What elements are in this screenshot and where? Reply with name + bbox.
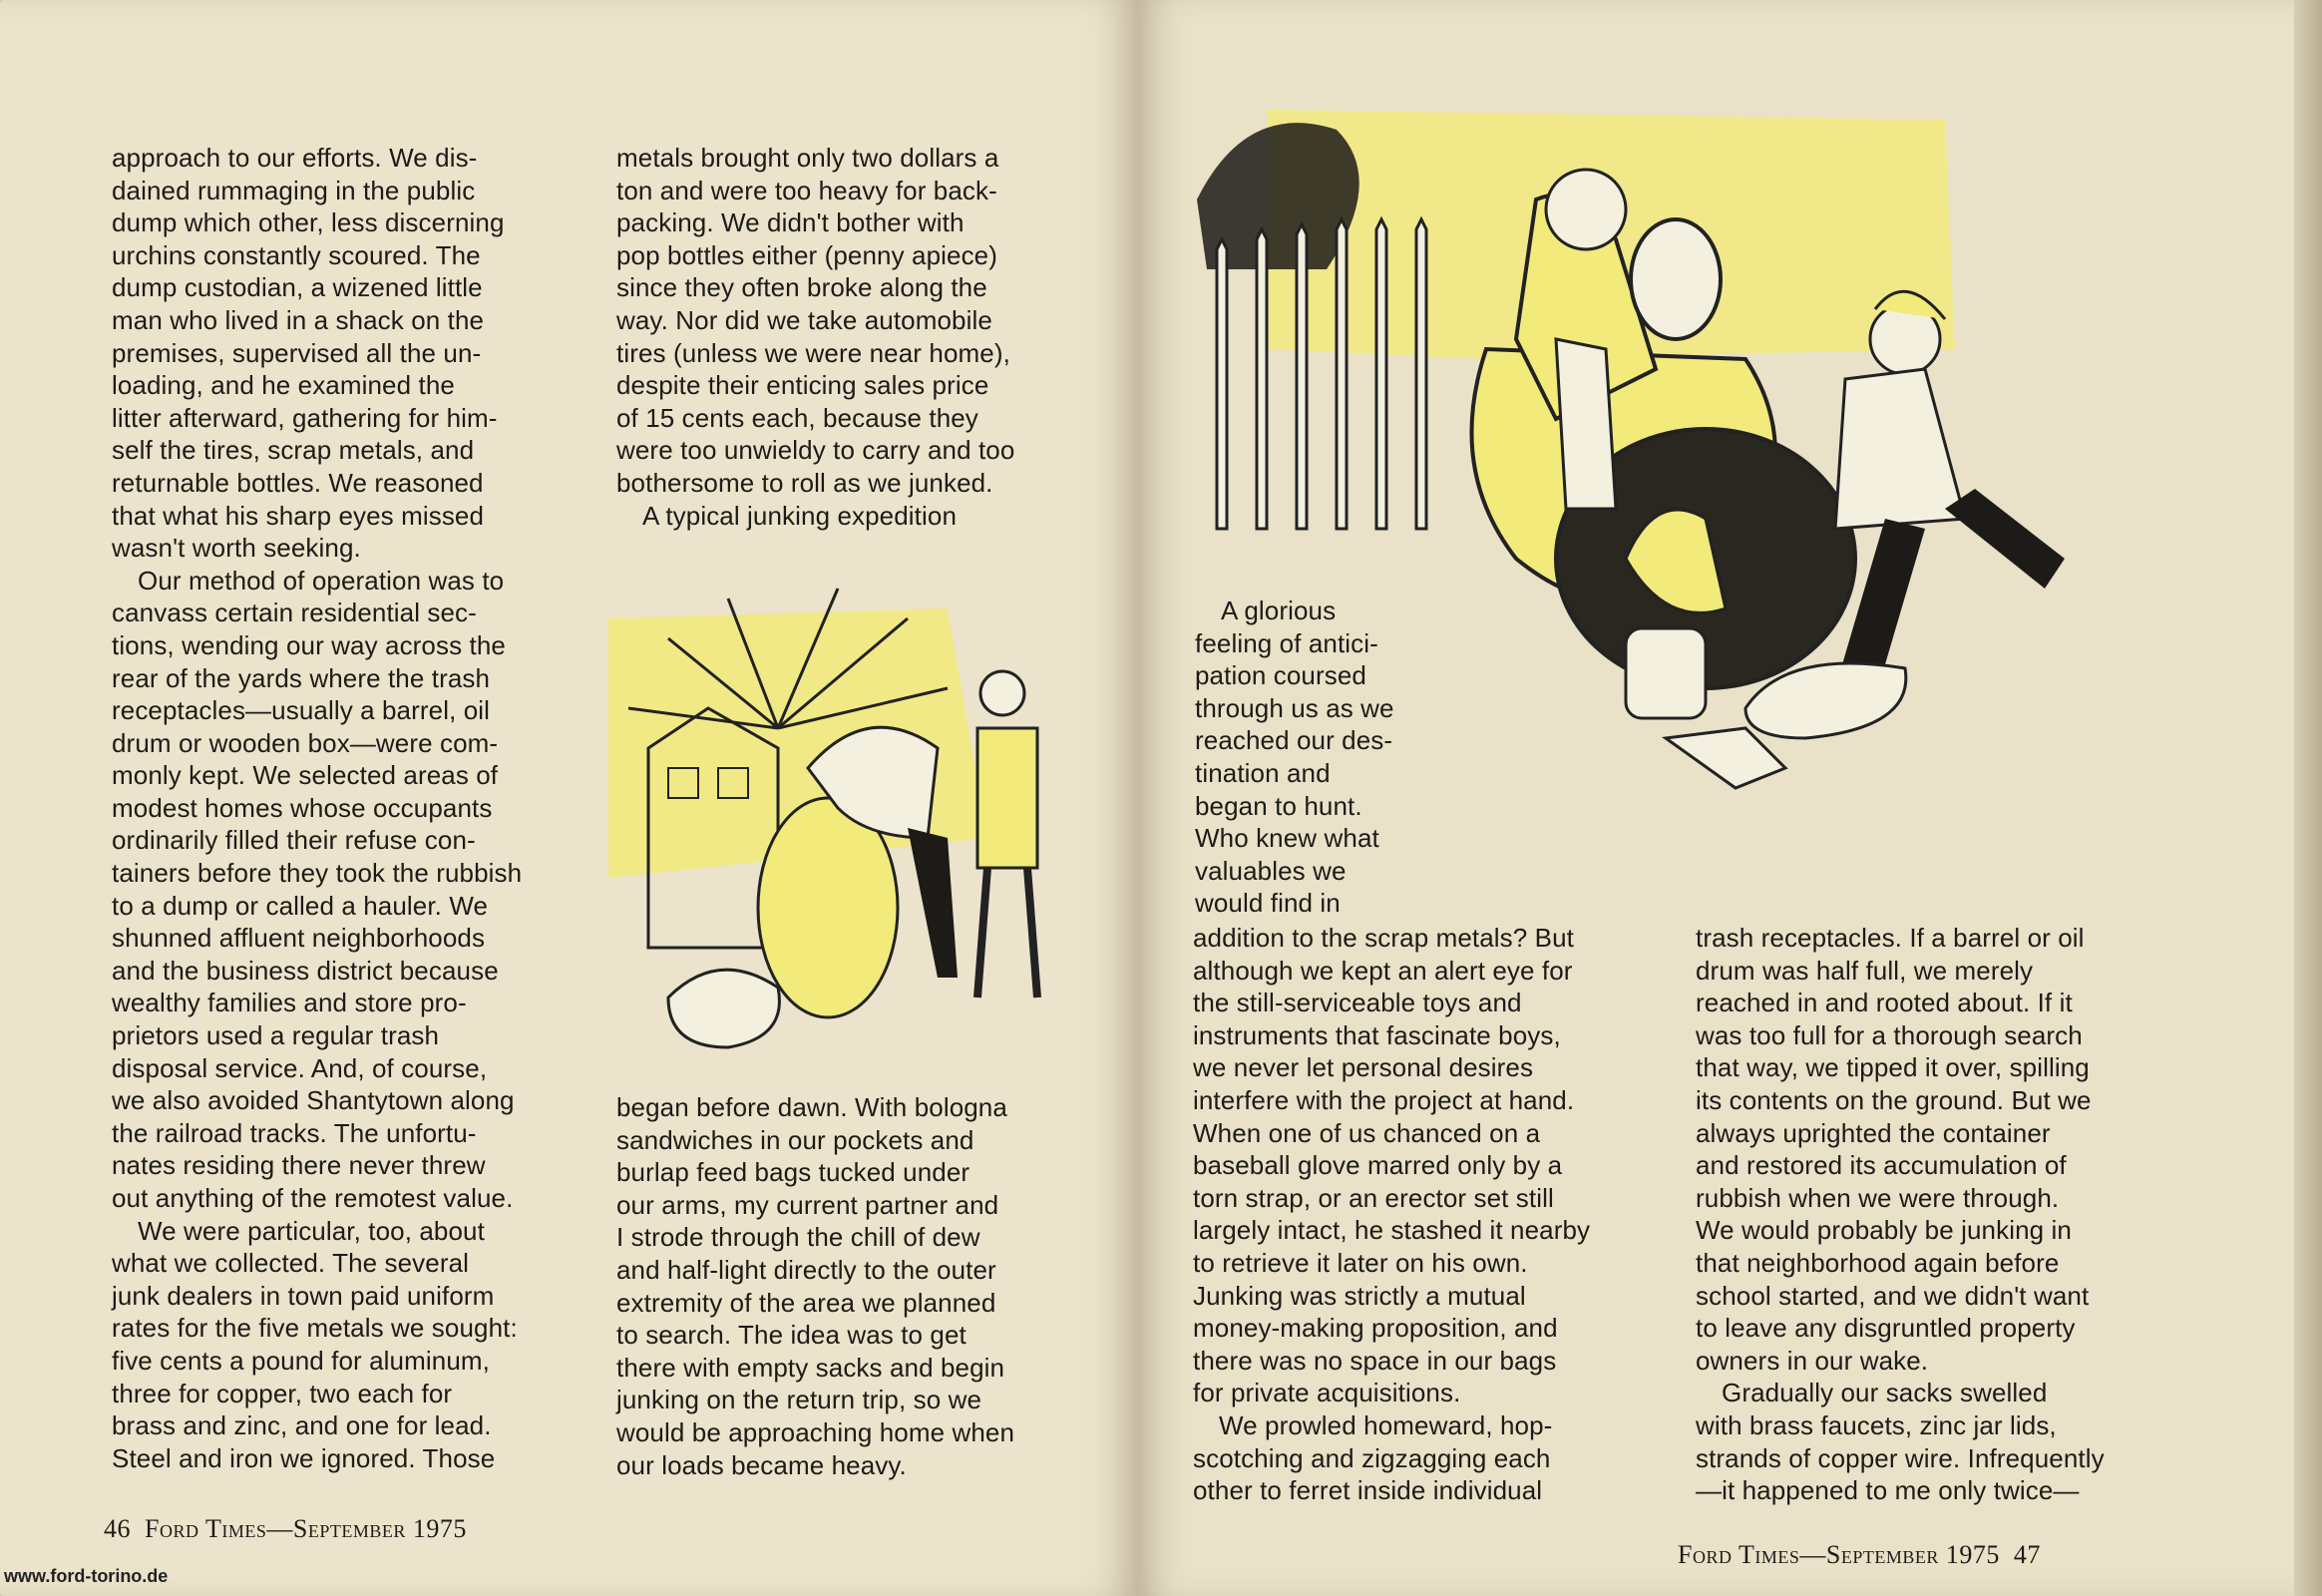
- text-line: to a dump or called a hauler. We: [112, 890, 489, 921]
- text-line: addition to the scrap metals? But: [1193, 923, 1574, 953]
- folio-right: [1678, 1540, 2041, 1570]
- text-line: loading, and he examined the: [112, 370, 455, 401]
- text-line: I strode through the chill of dew: [616, 1222, 980, 1253]
- text-line: were too unwieldy to carry and too: [616, 435, 1015, 466]
- text-line: drum or wooden box—were com-: [112, 727, 499, 758]
- text-line: despite their enticing sales price: [616, 370, 989, 401]
- column-2-top: [616, 142, 1085, 532]
- text-line: and half-light directly to the outer: [616, 1254, 996, 1285]
- text-line: largely intact, he stashed it nearby: [1193, 1215, 1591, 1246]
- text-line: five cents a pound for aluminum,: [112, 1345, 490, 1376]
- text-line: rates for the five metals we sought:: [112, 1313, 518, 1344]
- text-line: Steel and iron we ignored. Those: [112, 1442, 496, 1473]
- text-line: reached in and rooted about. If it: [1696, 988, 2073, 1018]
- text-line: way. Nor did we take automobile: [616, 304, 992, 335]
- text-line: ton and were too heavy for back-: [616, 175, 997, 205]
- text-line: Our method of operation was to: [138, 565, 505, 596]
- text-line: we also avoided Shantytown along: [112, 1085, 515, 1116]
- text-line: prietors used a regular trash: [112, 1020, 440, 1051]
- text-line: our loads became heavy.: [616, 1449, 907, 1480]
- text-line: our arms, my current partner and: [616, 1189, 999, 1220]
- text-line: shunned affluent neighborhoods: [112, 923, 486, 954]
- text-line: what we collected. The several: [112, 1248, 470, 1279]
- text-line: Who knew what: [1195, 823, 1379, 854]
- text-line: wasn't worth seeking.: [112, 533, 361, 564]
- text-line: and restored its accumulation of: [1696, 1150, 2067, 1181]
- column-1: [112, 142, 580, 1474]
- text-line: its contents on the ground. But we: [1696, 1084, 2092, 1115]
- text-line: strands of copper wire. Infrequently: [1696, 1442, 2105, 1473]
- text-line: Gradually our sacks swelled: [1722, 1378, 2048, 1408]
- text-line: premises, supervised all the un-: [112, 337, 482, 368]
- text-line: self the tires, scrap metals, and: [112, 435, 475, 466]
- text-line: that way, we tipped it over, spilling: [1696, 1052, 2090, 1083]
- text-line: rear of the yards where the trash: [112, 662, 491, 693]
- text-line: tires (unless we were near home),: [616, 337, 1010, 368]
- text-line: urchins constantly scoured. The: [112, 239, 481, 270]
- text-line: ordinarily filled their refuse con-: [112, 825, 476, 856]
- text-line: although we kept an alert eye for: [1193, 955, 1573, 986]
- text-line: the railroad tracks. The unfortu-: [112, 1117, 477, 1148]
- watermark: www.ford-torino.de: [4, 1566, 169, 1586]
- text-line: junk dealers in town paid uniform: [112, 1280, 495, 1311]
- text-line: dained rummaging in the public: [112, 175, 476, 205]
- text-line: pop bottles either (penny apiece): [616, 239, 997, 270]
- magazine-title: Ford Times—September 1975: [145, 1514, 467, 1543]
- text-line: torn strap, or an erector set still: [1193, 1182, 1554, 1213]
- text-line: rubbish when we were through.: [1696, 1182, 2060, 1213]
- text-line: would be approaching home when: [616, 1416, 1015, 1447]
- text-line: brass and zinc, and one for lead.: [112, 1410, 492, 1441]
- text-line: packing. We didn't bother with: [616, 207, 965, 238]
- text-line: receptacles—usually a barrel, oil: [112, 695, 491, 726]
- text-line: school started, and we didn't want: [1696, 1280, 2090, 1311]
- text-line: to retrieve it later on his own.: [1193, 1247, 1528, 1278]
- text-line: returnable bottles. We reasoned: [112, 467, 484, 498]
- page-number: 47: [2013, 1540, 2041, 1569]
- text-line: modest homes whose occupants: [112, 792, 493, 823]
- text-line: litter afterward, gathering for him-: [112, 402, 498, 433]
- text-line: began before dawn. With bologna: [616, 1092, 1007, 1122]
- magazine-title: Ford Times—September 1975: [1678, 1540, 2000, 1569]
- text-line: owners in our wake.: [1696, 1345, 1929, 1376]
- text-line: man who lived in a shack on the: [112, 304, 485, 335]
- column-4: [1696, 922, 2164, 1507]
- text-line: We prowled homeward, hop-: [1219, 1409, 1553, 1440]
- text-line: trash receptacles. If a barrel or oil: [1696, 923, 2085, 953]
- page-edge: [2294, 0, 2322, 1596]
- text-line: valuables we: [1195, 855, 1347, 886]
- text-line: Junking was strictly a mutual: [1193, 1280, 1526, 1311]
- text-line: that neighborhood again before: [1696, 1247, 2060, 1278]
- text-line: always uprighted the container: [1696, 1117, 2051, 1148]
- text-line: baseball glove marred only by a: [1193, 1150, 1563, 1181]
- text-line: out anything of the remotest value.: [112, 1183, 514, 1213]
- text-line: other to ferret inside individual: [1193, 1475, 1543, 1506]
- text-line: tions, wending our way across the: [112, 629, 506, 660]
- text-line: wealthy families and store pro-: [112, 988, 467, 1018]
- column-3-wrap: [1195, 595, 1424, 920]
- text-line: there with empty sacks and begin: [616, 1352, 1005, 1383]
- text-line: We would probably be junking in: [1696, 1215, 2072, 1246]
- text-line: approach to our efforts. We dis-: [112, 143, 478, 173]
- text-line: pation coursed: [1195, 660, 1366, 691]
- text-line: tination and: [1195, 757, 1331, 788]
- text-line: junking on the return trip, so we: [616, 1385, 982, 1415]
- text-line: since they often broke along the: [616, 272, 987, 303]
- text-line: scotching and zigzagging each: [1193, 1442, 1551, 1473]
- column-2-bottom: [616, 1091, 1085, 1481]
- text-line: monly kept. We selected areas of: [112, 760, 499, 791]
- text-line: tainers before they took the rubbish: [112, 858, 523, 889]
- text-line: drum was half full, we merely: [1696, 955, 2034, 986]
- text-line: dump which other, less discerning: [112, 207, 505, 238]
- text-line: reached our des-: [1195, 725, 1393, 756]
- text-line: —it happened to me only twice—: [1696, 1475, 2080, 1506]
- text-line: nates residing there never threw: [112, 1150, 486, 1181]
- text-line: instruments that fascinate boys,: [1193, 1019, 1561, 1050]
- text-line: metals brought only two dollars a: [616, 143, 999, 173]
- text-line: bothersome to roll as we junked.: [616, 467, 993, 498]
- text-line: there was no space in our bags: [1193, 1345, 1557, 1376]
- text-line: burlap feed bags tucked under: [616, 1157, 970, 1188]
- illustration-junkers-sunrise: [608, 579, 1127, 1077]
- text-line: canvass certain residential sec-: [112, 598, 477, 628]
- text-line: began to hunt.: [1195, 790, 1362, 821]
- text-line: was too full for a thorough search: [1696, 1019, 2083, 1050]
- text-line: extremity of the area we planned: [616, 1287, 996, 1318]
- text-line: with brass faucets, zinc jar lids,: [1696, 1409, 2057, 1440]
- text-line: money-making proposition, and: [1193, 1313, 1558, 1344]
- text-line: We were particular, too, about: [138, 1215, 485, 1246]
- page-number: 46: [104, 1514, 131, 1543]
- text-line: to search. The idea was to get: [616, 1320, 967, 1351]
- text-line: would find in: [1195, 888, 1341, 919]
- text-line: that what his sharp eyes missed: [112, 500, 485, 531]
- text-line: we never let personal desires: [1193, 1052, 1534, 1083]
- text-line: disposal service. And, of course,: [112, 1052, 488, 1083]
- column-3: [1193, 922, 1652, 1507]
- text-line: A glorious: [1221, 596, 1337, 625]
- text-line: interfere with the project at hand.: [1193, 1084, 1575, 1115]
- text-line: feeling of antici-: [1195, 627, 1378, 658]
- text-line: for private acquisitions.: [1193, 1378, 1461, 1408]
- text-line: sandwiches in our pockets and: [616, 1124, 974, 1155]
- text-line: and the business district because: [112, 955, 499, 986]
- folio-left: [104, 1514, 467, 1544]
- text-line: dump custodian, a wizened little: [112, 272, 483, 303]
- text-line: three for copper, two each for: [112, 1378, 453, 1408]
- text-line: to leave any disgruntled property: [1696, 1313, 2076, 1344]
- text-line: of 15 cents each, because they: [616, 402, 978, 433]
- text-line: A typical junking expedition: [642, 500, 958, 531]
- text-line: the still-serviceable toys and: [1193, 988, 1522, 1018]
- text-line: through us as we: [1195, 692, 1394, 723]
- text-line: When one of us chanced on a: [1193, 1117, 1541, 1148]
